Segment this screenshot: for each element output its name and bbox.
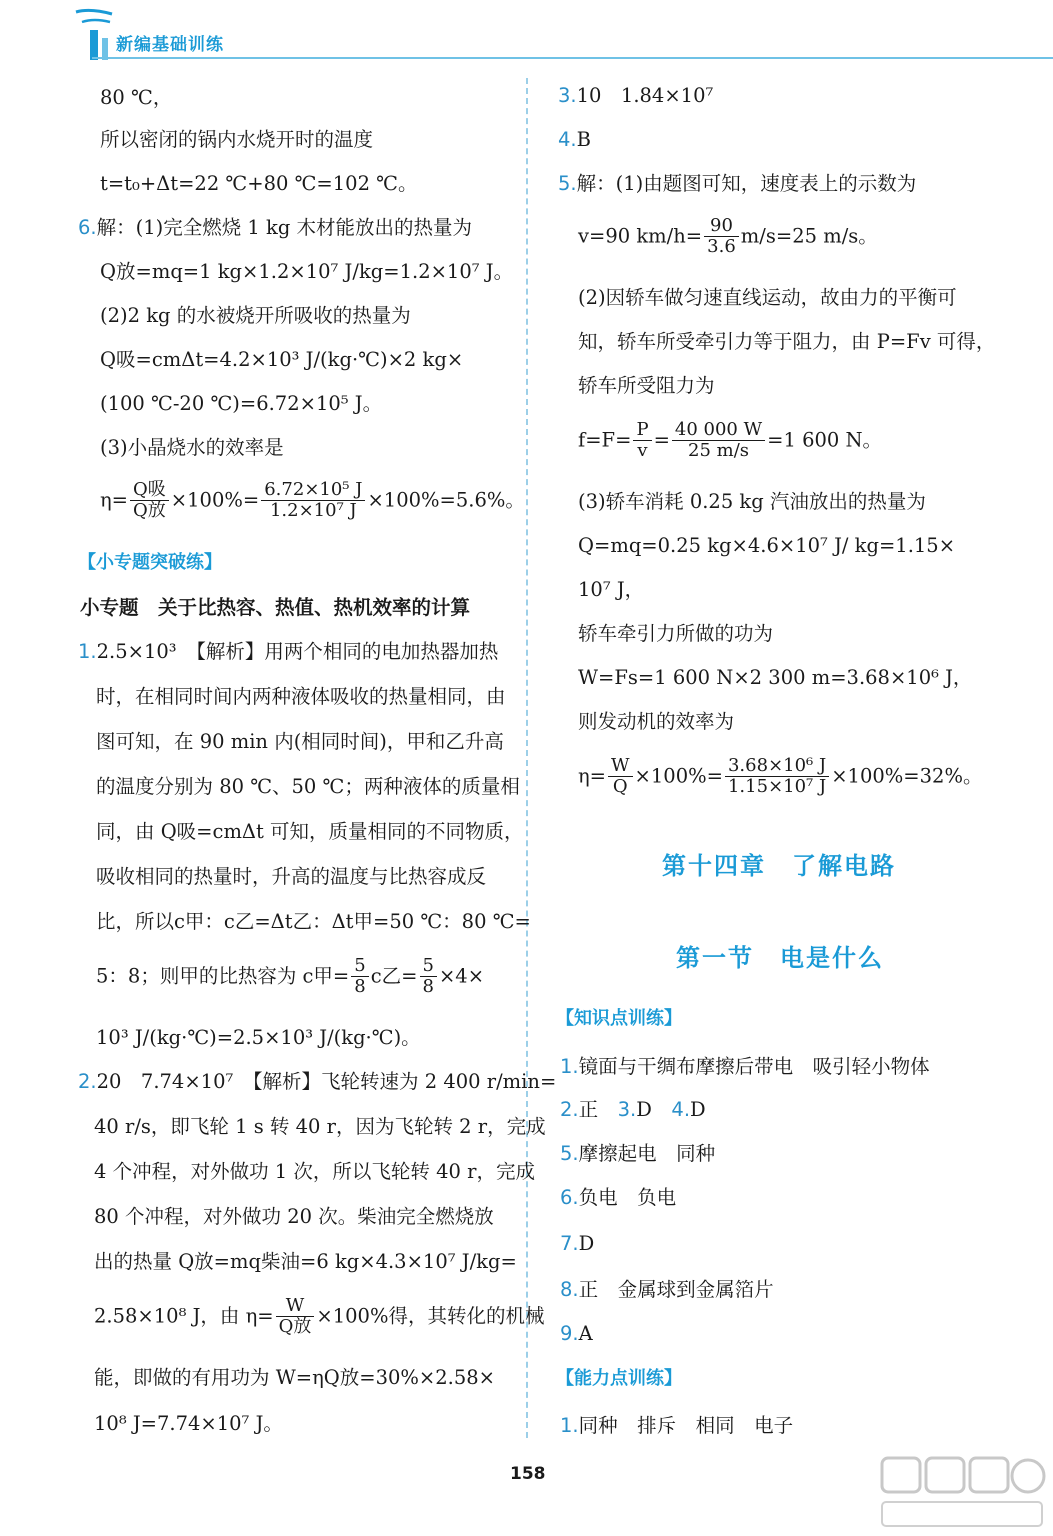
- text-line: 能，即做的有用功为 W=ηQ放=30%×2.58×: [94, 1366, 496, 1389]
- text-line: t=t₀+Δt=22 ℃+80 ℃=102 ℃。: [100, 172, 418, 195]
- topic-title: 小专题 关于比热容、热值、热机效率的计算: [80, 596, 471, 619]
- answer-item: 5.摩擦起电 同种: [560, 1142, 716, 1165]
- formula-line: Q=mq=0.25 kg×4.6×10⁷ J/ kg=1.15×: [578, 534, 956, 557]
- text-line: 知，轿车所受牵引力等于阻力，由 P=Fv 可得，: [578, 330, 996, 353]
- text-line: 4 个冲程，对外做功 1 次，所以飞轮转 40 r，完成: [94, 1160, 535, 1183]
- text-line: 80 个冲程，对外做功 20 次。柴油完全燃烧放: [94, 1205, 494, 1228]
- question-number: 2.: [78, 1070, 97, 1093]
- fraction: $\frac{P}{v}$: [633, 420, 651, 461]
- formula-line: 2.58×10⁸ J，由 η= $\frac{W}{\text{Q放}}$ ×100%得，其转化的机械: [94, 1295, 545, 1337]
- formula-line: Q吸=cmΔt=4.2×10³ J/(kg·℃)×2 kg×: [100, 348, 464, 371]
- fraction: $\frac{40 000 W}{25 m/s}$: [672, 420, 765, 461]
- section-tag: 【知识点训练】: [556, 1008, 682, 1029]
- header-title: 新编基础训练: [116, 35, 224, 55]
- formula-line: W=Fs=1 600 N×2 300 m=3.68×10⁶ J，: [578, 666, 973, 689]
- column-divider: [526, 78, 528, 1438]
- question-5: 5.解：(1)由题图可知，速度表上的示数为: [558, 172, 917, 195]
- answer-item: 7.D: [560, 1232, 595, 1255]
- text-line: 的温度分别为 80 ℃、50 ℃；两种液体的质量相: [96, 775, 520, 798]
- text-line: (3)轿车消耗 0.25 kg 汽油放出的热量为: [578, 490, 926, 513]
- question-2: [78, 1070, 556, 1093]
- text-line: 80 ℃，: [100, 86, 173, 109]
- section-title: 第一节 电是什么: [676, 944, 884, 972]
- section-tag: 【能力点训练】: [556, 1368, 682, 1389]
- text-line: (3)小晶烧水的效率是: [100, 436, 284, 459]
- fraction: $\frac{\text{3.68×10⁶ J}}{\text{1.15×10⁷ J}}$: [725, 756, 829, 797]
- chapter-title: 第十四章 了解电路: [662, 852, 896, 880]
- fraction: $\frac{\text{Q吸}}{\text{Q放}}$: [130, 480, 169, 521]
- answer-item: 2.正 3.D 4.D: [560, 1098, 706, 1121]
- text-line: 时，在相同时间内两种液体吸收的热量相同，由: [96, 685, 506, 708]
- question-number: 1.: [78, 640, 97, 663]
- header-rule: [92, 57, 1053, 59]
- answer-text: 解：(1)完全燃烧 1 kg 木材能放出的热量为: [96, 216, 473, 239]
- efficiency-formula: η= $\frac{W}{Q}$ ×100%= $\frac{\text{3.68×10⁶ J}}{\text{1.15×10⁷ J}}$ ×100%=32%。: [578, 755, 983, 797]
- question-number: 6.: [78, 216, 97, 239]
- answer-item: 1.同种 排斥 相同 电子: [560, 1414, 794, 1437]
- answer-item: 9.A: [560, 1322, 593, 1345]
- text-line: 则发动机的效率为: [578, 710, 735, 733]
- watermark-logo-icon: [878, 1452, 1048, 1532]
- text-line: (2)2 kg 的水被烧开所吸收的热量为: [100, 304, 411, 327]
- text-line: 40 r/s，即飞轮 1 s 转 40 r，因为飞轮转 2 r，完成: [94, 1115, 546, 1138]
- fraction: $\frac{\text{6.72×10⁵ J}}{\text{1.2×10⁷ J}}$: [261, 480, 365, 521]
- section-tag: 【小专题突破练】: [78, 552, 222, 573]
- efficiency-formula: η= $\frac{\text{Q吸}}{\text{Q放}}$ ×100%= $\frac{\text{6.72×10⁵ J}}{\text{1.2×10⁷ J}}$ ×100%=5.6%。: [100, 479, 525, 521]
- text-line: 所以密闭的锅内水烧开时的温度: [100, 128, 374, 151]
- fraction: $\frac{5}{8}$: [351, 956, 368, 997]
- answer-item: 1.镜面与干绸布摩擦后带电 吸引轻小物体: [560, 1055, 930, 1078]
- text-line: 图可知，在 90 min 内(相同时间)，甲和乙升高: [96, 730, 504, 753]
- text-line: 吸收相同的热量时，升高的温度与比热容成反: [96, 865, 487, 888]
- fraction: $\frac{W}{\text{Q放}}$: [276, 1296, 315, 1337]
- question-6: [78, 216, 472, 239]
- formula-line: (100 ℃-20 ℃)=6.72×10⁵ J。: [100, 392, 383, 415]
- text-line: 出的热量 Q放=mq柴油=6 kg×4.3×10⁷ J/kg=: [94, 1250, 517, 1273]
- answer-text: 20 7.74×10⁷ 【解析】飞轮转速为 2 400 r/min=: [96, 1070, 557, 1093]
- formula-line: v=90 km/h= $\frac{90}{3.6}$ m/s=25 m/s。: [578, 215, 878, 257]
- text-line: (2)因轿车做匀速直线运动，故由力的平衡可: [578, 286, 957, 309]
- book-logo-icon: [72, 8, 116, 60]
- formula-line: f=F= $\frac{P}{v}$ = $\frac{40 000 W}{25 m/s}$ =1 600 N。: [578, 419, 883, 461]
- fraction: $\frac{90}{3.6}$: [704, 216, 739, 257]
- question-1: [78, 640, 498, 663]
- answer-item: 8.正 金属球到金属箔片: [560, 1278, 774, 1301]
- text-line: 同，由 Q吸=cmΔt 可知，质量相同的不同物质，: [96, 820, 524, 843]
- text-line: 轿车牵引力所做的功为: [578, 622, 774, 645]
- answer-item: 6.负电 负电: [560, 1186, 677, 1209]
- page-number: 158: [510, 1464, 546, 1484]
- answer-text: 2.5×10³ 【解析】用两个相同的电加热器加热: [96, 640, 499, 663]
- formula-line: 5：8；则甲的比热容为 c甲= $\frac{5}{8}$ c乙= $\frac{5}{8}$ ×4×: [96, 955, 485, 997]
- text-line: 轿车所受阻力为: [578, 374, 715, 397]
- formula-line: 10⁷ J，: [578, 578, 645, 601]
- fraction: $\frac{W}{Q}$: [608, 756, 633, 797]
- text-line: 比，所以c甲：c乙=Δt乙：Δt甲=50 ℃：80 ℃=: [96, 910, 531, 933]
- page-header: [0, 0, 1053, 70]
- question-4: 4.B: [558, 128, 591, 151]
- question-3: 3.10 1.84×10⁷: [558, 84, 714, 107]
- formula-line: Q放=mq=1 kg×1.2×10⁷ J/kg=1.2×10⁷ J。: [100, 260, 514, 283]
- fraction: $\frac{5}{8}$: [420, 956, 437, 997]
- formula-line: 10⁸ J=7.74×10⁷ J。: [94, 1412, 283, 1435]
- formula-line: 10³ J/(kg·℃)=2.5×10³ J/(kg·℃)。: [96, 1026, 421, 1049]
